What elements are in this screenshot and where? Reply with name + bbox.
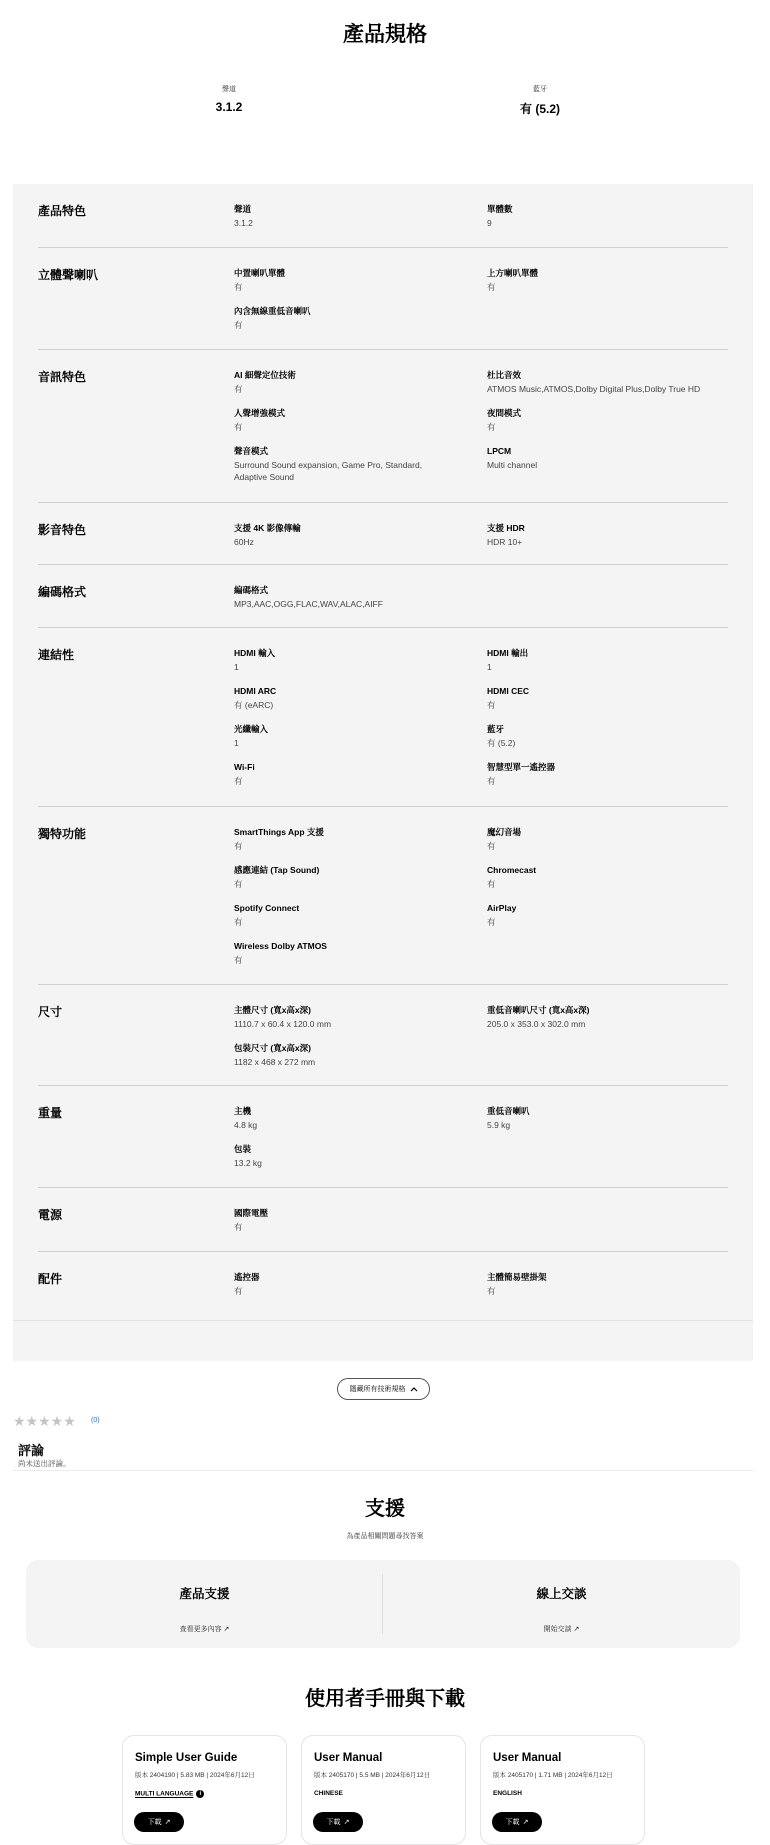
spec-key: Chromecast <box>487 865 537 875</box>
spec-category-title: 尺寸 <box>38 1005 63 1019</box>
arrow-up-right-icon: ↗ <box>164 1819 171 1826</box>
manual-card <box>122 1735 287 1845</box>
spec-item <box>487 1004 727 1030</box>
manual-title: User Manual <box>314 1752 383 1764</box>
spec-value: 3.1.2 <box>234 218 253 228</box>
spec-key: Spotify Connect <box>234 903 300 913</box>
manual-title: Simple User Guide <box>135 1752 238 1764</box>
spec-item <box>487 1271 727 1297</box>
divider <box>13 1320 753 1321</box>
spec-value: 1110.7 x 60.4 x 120.0 mm <box>234 1019 332 1029</box>
spec-key: SmartThings App 支援 <box>234 827 324 837</box>
spec-value: 有 <box>487 841 496 851</box>
spec-section-power <box>38 1188 728 1252</box>
spec-value: 有 <box>234 841 243 851</box>
support-card-title: 產品支援 <box>179 1587 230 1601</box>
manual-meta: 版本 2405170 | 1.71 MB | 2024年6月12日 <box>493 1772 613 1779</box>
hide-all-specs-button[interactable] <box>337 1378 430 1400</box>
spec-item <box>234 940 474 966</box>
spec-category-title: 音訊特色 <box>38 370 87 384</box>
spec-key: 主體尺寸 (寬x高x深) <box>234 1005 311 1015</box>
chevron-up-icon <box>410 1385 418 1394</box>
spec-value: 有 <box>234 879 243 889</box>
product-support-link[interactable]: 查看更多內容 ↗ <box>179 1626 230 1633</box>
support-card-product <box>26 1560 383 1634</box>
spec-key: 主體簡易壁掛架 <box>487 1272 547 1282</box>
spec-value: MP3,AAC,OGG,FLAC,WAV,ALAC,AIFF <box>234 599 383 609</box>
spec-item <box>234 407 474 433</box>
support-card-chat <box>383 1560 740 1634</box>
page-title: 產品規格 <box>343 23 427 46</box>
spec-key: 遙控器 <box>234 1272 260 1282</box>
manual-card <box>301 1735 466 1845</box>
support-title: 支援 <box>365 1498 405 1520</box>
start-chat-link[interactable]: 開始交談 ↗ <box>543 1626 580 1633</box>
spec-value: Multi channel <box>487 460 538 470</box>
spec-value: 有 <box>487 776 496 786</box>
spec-category-title: 影音特色 <box>38 523 87 537</box>
spec-key: HDMI 輸入 <box>234 648 276 658</box>
manual-card <box>480 1735 645 1845</box>
reviews-title: 評論 <box>18 1443 45 1458</box>
download-label: 下載 <box>326 1819 341 1826</box>
spec-section-audio <box>38 350 728 503</box>
spec-value: 4.8 kg <box>234 1120 258 1130</box>
spec-value: 1 <box>487 662 492 672</box>
spec-value: Surround Sound expansion, Game Pro, Standard, Adaptive Sound <box>234 460 423 482</box>
spec-item <box>234 1004 474 1030</box>
manual-language-label: ENGLISH <box>493 1790 522 1797</box>
spec-key: 上方喇叭單體 <box>487 268 539 278</box>
spec-item <box>234 647 474 673</box>
spec-item <box>487 522 727 548</box>
spec-key: HDMI 輸出 <box>487 648 529 658</box>
spec-key: 人聲增強模式 <box>234 408 286 418</box>
spec-value: 有 <box>234 776 243 786</box>
manual-title: User Manual <box>493 1752 562 1764</box>
spec-item <box>234 1271 474 1297</box>
spec-item <box>234 761 474 787</box>
spec-key: 包裝 <box>234 1144 252 1154</box>
spec-key: Wireless Dolby ATMOS <box>234 941 327 951</box>
rating-count-link[interactable]: (0) <box>91 1417 100 1424</box>
spec-category-title: 編碼格式 <box>38 585 87 599</box>
spec-item <box>487 685 727 711</box>
spec-section-dimensions <box>38 985 728 1086</box>
spec-key: AirPlay <box>487 903 517 913</box>
spec-item <box>487 761 727 787</box>
spec-section-accessories <box>38 1252 728 1316</box>
spec-value: 60Hz <box>234 537 254 547</box>
spec-value: HDR 10+ <box>487 537 523 547</box>
spec-value: 有 <box>234 1222 243 1232</box>
spec-value: 有 <box>487 917 496 927</box>
spec-value: 1182 x 468 x 272 mm <box>234 1057 316 1067</box>
spec-value: 205.0 x 353.0 x 302.0 mm <box>487 1019 586 1029</box>
spec-item <box>234 267 474 293</box>
highlight-value-bluetooth: 有 (5.2) <box>519 102 560 116</box>
spec-value: 有 <box>234 384 243 394</box>
spec-section-features <box>38 184 728 248</box>
spec-value: 有 <box>234 320 243 330</box>
spec-item <box>487 723 727 749</box>
spec-key: Wi-Fi <box>234 762 255 772</box>
spec-key: HDMI CEC <box>487 686 530 696</box>
spec-item <box>234 1207 474 1233</box>
manuals-title: 使用者手冊與下載 <box>305 1688 465 1710</box>
spec-section-speakers <box>38 248 728 350</box>
spec-key: LPCM <box>487 446 512 456</box>
spec-value: 13.2 kg <box>234 1158 262 1168</box>
spec-item <box>234 902 474 928</box>
hide-all-specs-label: 隱藏所有技術規格 <box>349 1386 406 1393</box>
spec-value: 9 <box>487 218 492 228</box>
manual-meta: 版本 2405170 | 5.5 MB | 2024年6月12日 <box>314 1772 431 1779</box>
spec-key: 單體數 <box>487 204 513 214</box>
spec-key: 聲音模式 <box>234 446 269 456</box>
arrow-up-right-icon: ↗ <box>343 1819 350 1826</box>
spec-item <box>487 267 727 293</box>
spec-value: 5.9 kg <box>487 1120 511 1130</box>
spec-key: 支援 HDR <box>487 523 525 533</box>
spec-item <box>234 826 474 852</box>
spec-value: 有 <box>234 282 243 292</box>
highlight-label-bluetooth: 藍牙 <box>533 86 547 93</box>
spec-item <box>234 1143 474 1169</box>
spec-value: 有 <box>234 917 243 927</box>
support-box <box>26 1560 740 1648</box>
spec-key: AI 細聲定位技術 <box>234 370 296 380</box>
spec-item <box>234 445 434 483</box>
highlight-label-channels: 聲道 <box>222 86 236 93</box>
reviews-empty-text: 尚未送出評論。 <box>18 1459 71 1468</box>
spec-key: 國際電壓 <box>234 1208 269 1218</box>
spec-section-weight <box>38 1086 728 1188</box>
support-subtitle: 為產品相關問題尋找答案 <box>346 1533 424 1540</box>
spec-key: 杜比音效 <box>487 370 522 380</box>
highlight-value-channels: 3.1.2 <box>215 100 243 114</box>
spec-category-title: 電源 <box>38 1208 63 1222</box>
spec-item <box>234 584 474 610</box>
manual-language-label[interactable]: MULTI LANGUAGE <box>135 1790 194 1798</box>
spec-item <box>487 445 727 471</box>
spec-item <box>234 723 474 749</box>
manual-language[interactable] <box>135 1790 204 1798</box>
download-button[interactable] <box>134 1812 184 1832</box>
download-button[interactable] <box>492 1812 542 1832</box>
spec-key: 夜間模式 <box>487 408 522 418</box>
spec-value: 1 <box>234 662 239 672</box>
spec-item <box>487 1105 727 1131</box>
spec-key: 內含無線重低音喇叭 <box>234 306 311 316</box>
spec-key: 包裝尺寸 (寬x高x深) <box>234 1043 311 1053</box>
spec-item <box>487 902 727 928</box>
specs-panel <box>13 184 753 1361</box>
spec-key: 感應連結 (Tap Sound) <box>234 865 320 875</box>
spec-key: 主機 <box>234 1106 252 1116</box>
spec-key: 重低音喇叭 <box>487 1106 530 1116</box>
spec-item <box>234 203 474 229</box>
spec-key: 支援 4K 影像傳輸 <box>234 523 301 533</box>
spec-item <box>234 1042 474 1068</box>
spec-key: 智慧型單一遙控器 <box>487 762 556 772</box>
divider <box>13 1470 753 1471</box>
spec-key: 藍牙 <box>487 724 505 734</box>
spec-section-video <box>38 503 728 565</box>
spec-section-unique-features <box>38 807 728 985</box>
spec-value: 有 <box>487 1286 496 1296</box>
spec-key: 聲道 <box>234 204 252 214</box>
spec-value: 有 <box>234 955 243 965</box>
spec-value: 有 (eARC) <box>234 700 274 710</box>
spec-value: 有 <box>487 282 496 292</box>
info-icon[interactable]: i <box>196 1790 204 1798</box>
spec-item <box>487 369 732 395</box>
spec-item <box>234 522 474 548</box>
spec-item <box>487 407 727 433</box>
spec-key: 光纖輸入 <box>234 724 269 734</box>
spec-value: 有 <box>487 879 496 889</box>
arrow-up-right-icon: ↗ <box>522 1819 529 1826</box>
spec-section-codecs <box>38 565 728 628</box>
spec-key: 中置喇叭單體 <box>234 268 286 278</box>
spec-value: 1 <box>234 738 239 748</box>
download-button[interactable] <box>313 1812 363 1832</box>
spec-value: 有 (5.2) <box>487 738 516 748</box>
spec-category-title: 立體聲喇叭 <box>38 268 99 282</box>
spec-item <box>487 826 727 852</box>
star-rating: ★★★★★ <box>13 1413 76 1429</box>
spec-key: 魔幻音場 <box>487 827 522 837</box>
spec-section-connectivity <box>38 628 728 807</box>
spec-key: HDMI ARC <box>234 686 277 696</box>
spec-category-title: 連結性 <box>38 648 75 662</box>
spec-item <box>487 864 727 890</box>
spec-value: 有 <box>234 1286 243 1296</box>
spec-category-title: 重量 <box>38 1106 63 1120</box>
spec-value: 有 <box>487 422 496 432</box>
download-label: 下載 <box>505 1819 520 1826</box>
spec-item <box>234 1105 474 1131</box>
spec-item <box>234 369 474 395</box>
manual-meta: 版本 2404190 | 5.83 MB | 2024年6月12日 <box>135 1772 255 1779</box>
support-card-title: 線上交談 <box>536 1587 587 1601</box>
spec-item <box>487 647 727 673</box>
spec-item <box>487 203 727 229</box>
manual-language-label: CHINESE <box>314 1790 343 1797</box>
spec-item <box>234 685 474 711</box>
spec-value: ATMOS Music,ATMOS,Dolby Digital Plus,Dolby True HD <box>487 384 701 394</box>
spec-key: 編碼格式 <box>234 585 269 595</box>
spec-category-title: 配件 <box>38 1272 63 1286</box>
spec-value: 有 <box>487 700 496 710</box>
spec-key: 重低音喇叭尺寸 (寬x高x深) <box>487 1005 590 1015</box>
spec-category-title: 產品特色 <box>38 204 87 218</box>
spec-item <box>234 305 474 331</box>
spec-category-title: 獨特功能 <box>38 827 87 841</box>
download-label: 下載 <box>147 1819 162 1826</box>
spec-item <box>234 864 474 890</box>
spec-value: 有 <box>234 422 243 432</box>
